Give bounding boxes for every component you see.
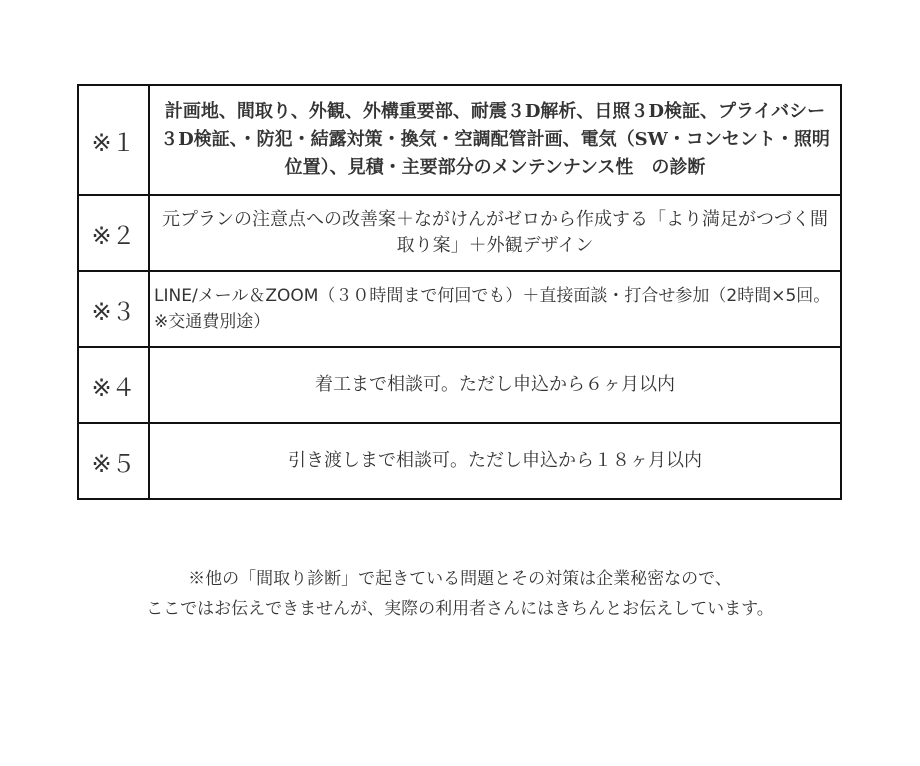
note-description: 計画地、間取り、外観、外構重要部、耐震３D解析、日照３D検証、プライバシー３D検証、・防犯・結露対策・換気・空調配管計画、電気（SW・コンセント・照明位置）、見積・主要部分のメンテンナンス性 の診断 bbox=[149, 85, 841, 195]
table-row bbox=[78, 423, 841, 499]
table-row bbox=[78, 347, 841, 423]
note-mark: ※４ bbox=[78, 347, 149, 423]
note-description: LINE/メール＆ZOOM（３０時間まで何回でも）＋直接面談・打合せ参加（2時間×5回。※交通費別途） bbox=[149, 271, 841, 347]
footer-note-line-1: ※他の「間取り診断」で起きている問題とその対策は企業秘密なので、 bbox=[188, 569, 732, 589]
note-mark: ※２ bbox=[78, 195, 149, 271]
table-row bbox=[78, 271, 841, 347]
table-row bbox=[78, 85, 841, 195]
note-mark: ※５ bbox=[78, 423, 149, 499]
footer-note bbox=[40, 564, 880, 624]
notes-table bbox=[77, 84, 842, 500]
note-mark: ※３ bbox=[78, 271, 149, 347]
footer-note-line-2: ここではお伝えできませんが、実際の利用者さんにはきちんとお伝えしています。 bbox=[146, 599, 774, 619]
note-description: 元プランの注意点への改善案＋ながけんがゼロから作成する「より満足がつづく間取り案」＋外観デザイン bbox=[149, 195, 841, 271]
note-description: 引き渡しまで相談可。ただし申込から１８ヶ月以内 bbox=[149, 423, 841, 499]
table-row bbox=[78, 195, 841, 271]
note-mark: ※１ bbox=[78, 85, 149, 195]
note-description: 着工まで相談可。ただし申込から６ヶ月以内 bbox=[149, 347, 841, 423]
